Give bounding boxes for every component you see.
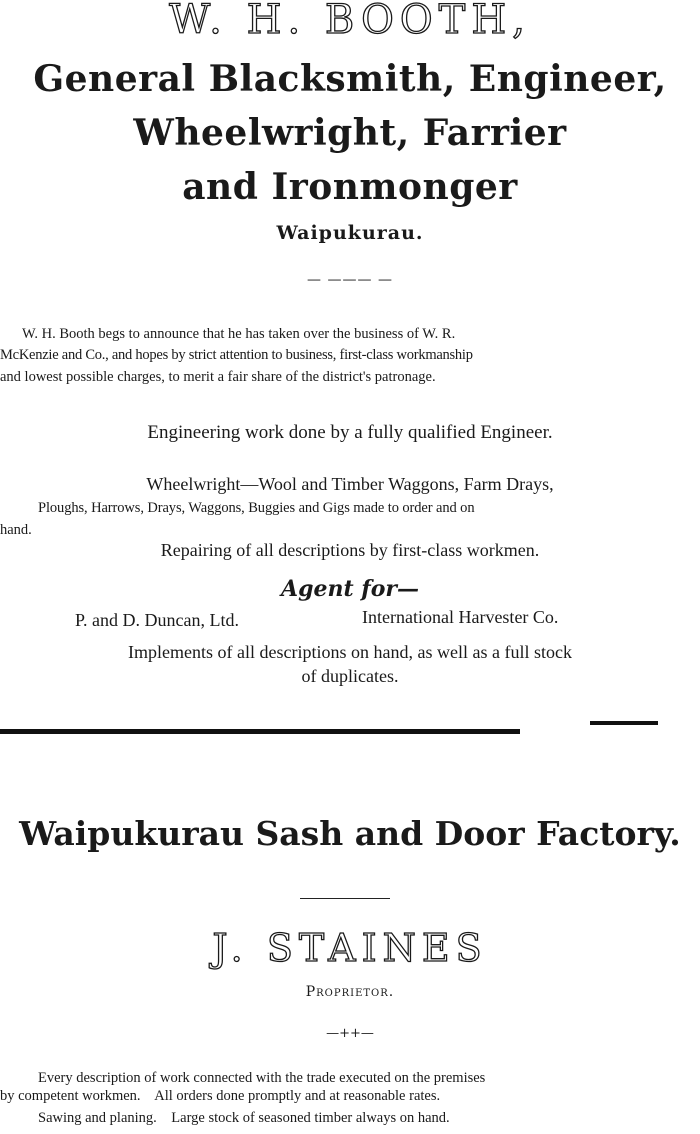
booth-trades-line3: and Ironmonger xyxy=(182,166,518,208)
booth-location: Waipukurau. xyxy=(276,222,424,244)
booth-announce-3: and lowest possible charges, to merit a fair share of the district's patronage. xyxy=(0,369,436,385)
section-separator-right xyxy=(590,721,658,725)
section-separator xyxy=(0,729,520,734)
staines-role: Proprietor. xyxy=(305,984,395,1000)
booth-divider: — ——— — xyxy=(307,272,393,288)
booth-announce-1: W. H. Booth begs to announce that he has taken over the business of W. R. xyxy=(22,326,456,342)
booth-wheelwright-3: hand. xyxy=(0,522,32,538)
booth-trades-line1: General Blacksmith, Engineer, xyxy=(33,58,667,100)
booth-wheelwright-1: Wheelwright—Wool and Timber Waggons, Farm Drays, xyxy=(146,474,554,494)
booth-implements-2: of duplicates. xyxy=(301,666,399,686)
staines-line-1: Every description of work connected with the trade executed on the premises xyxy=(38,1070,486,1086)
factory-divider xyxy=(300,898,390,899)
booth-announce-2: McKenzie and Co., and hopes by strict attention to business, first-class workmanship xyxy=(0,347,473,363)
booth-repairing: Repairing of all descriptions by first-class workmen. xyxy=(160,540,540,560)
staines-ornament: —++— xyxy=(326,1026,374,1041)
staines-advert xyxy=(0,760,700,1134)
booth-trades-line2: Wheelwright, Farrier xyxy=(133,112,567,154)
factory-title: Waipukurau Sash and Door Factory. xyxy=(19,814,681,853)
booth-implements-1: Implements of all descriptions on hand, as well as a full stock xyxy=(128,642,572,662)
booth-agent-duncan: P. and D. Duncan, Ltd. xyxy=(75,610,239,630)
booth-agent-heading: Agent for— xyxy=(281,576,419,602)
staines-line-2: by competent workmen. All orders done promptly and at reasonable rates. xyxy=(0,1088,441,1104)
booth-name: W. H. BOOTH, xyxy=(169,0,531,43)
booth-agent-harvester: International Harvester Co. xyxy=(362,607,559,627)
booth-wheelwright-2: Ploughs, Harrows, Drays, Waggons, Buggies and Gigs made to order and on xyxy=(38,500,475,516)
staines-name: J. STAINES xyxy=(212,926,488,970)
staines-line-3: Sawing and planing. Large stock of seasoned timber always on hand. xyxy=(38,1110,450,1126)
booth-engineering: Engineering work done by a fully qualified Engineer. xyxy=(147,422,553,443)
